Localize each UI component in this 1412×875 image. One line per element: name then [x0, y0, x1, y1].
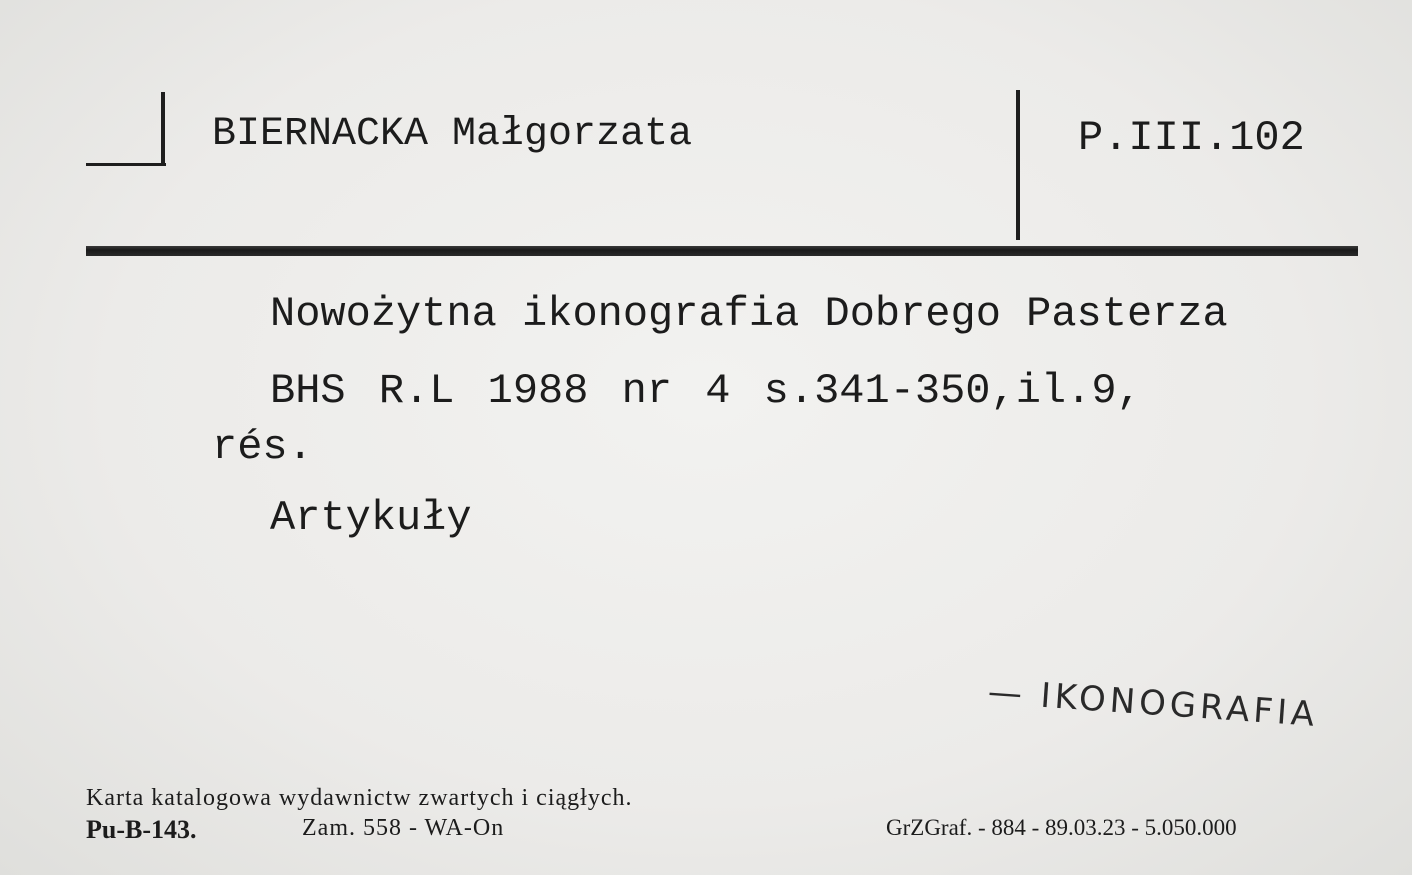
handwritten-note: — IKONOGRAFIA: [986, 672, 1320, 736]
record-title: Nowożytna ikonografia Dobrego Pasterza: [270, 290, 1228, 338]
call-number-divider: [1016, 90, 1020, 240]
record-details: BHS R.L 1988 nr 4 s.341-350,il.9,: [270, 367, 1142, 415]
form-name: Karta katalogowa wydawnictw zwartych i ciągłych.: [86, 785, 633, 811]
heading-rule: [86, 246, 1358, 256]
author-heading: BIERNACKA Małgorzata: [212, 112, 693, 157]
printer-imprint: GrZGraf. - 884 - 89.03.23 - 5.050.000: [886, 815, 1237, 840]
record-category: Artykuły: [270, 494, 472, 542]
record-details-continued: rés.: [212, 423, 313, 471]
order-number: Zam. 558 - WA-On: [302, 815, 505, 841]
form-code: Pu-B-143.: [86, 815, 197, 844]
index-mark-underline: [86, 163, 166, 166]
call-number: P.III.102: [1078, 114, 1305, 162]
index-mark-vertical: [161, 92, 165, 166]
